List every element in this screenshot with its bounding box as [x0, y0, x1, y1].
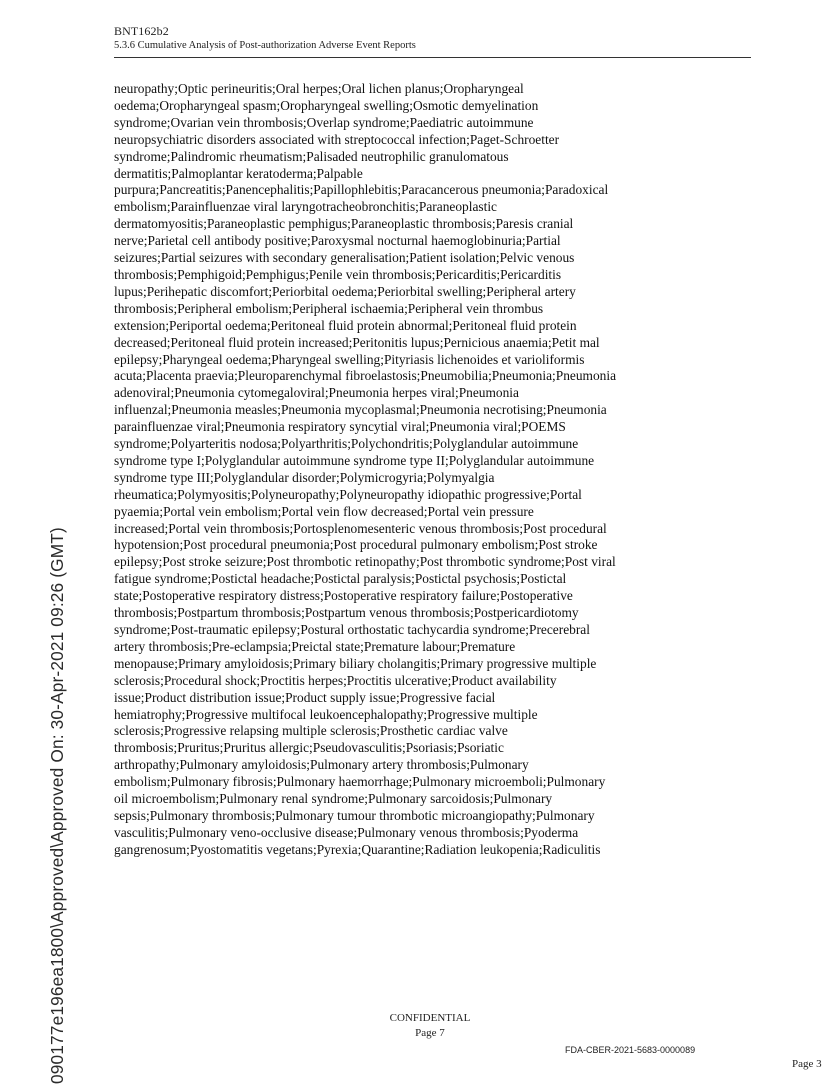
body-text-line: epilepsy;Post stroke seizure;Post thrombotic retinopathy;Post thrombotic syndrome;Post viral — [114, 554, 616, 570]
body-text-line: epilepsy;Pharyngeal oedema;Pharyngeal swelling;Pityriasis lichenoides et varioliformis — [114, 351, 585, 367]
page-number: Page 7 — [415, 1027, 445, 1039]
body-text-line: sclerosis;Progressive relapsing multiple sclerosis;Prosthetic cardiac valve — [114, 723, 508, 739]
adverse-event-term-list — [114, 81, 751, 859]
body-text-line: artery thrombosis;Pre-eclampsia;Preictal state;Premature labour;Premature — [114, 638, 516, 654]
body-text-line: nerve;Parietal cell antibody positive;Paroxysmal nocturnal haemoglobinuria;Partial — [114, 233, 561, 249]
approval-stamp: 090177e196ea1800\Approved\Approved On: 30-Apr-2021 09:26 (GMT) — [47, 527, 67, 1084]
body-text-line: menopause;Primary amyloidosis;Primary biliary cholangitis;Primary progressive multiple — [114, 655, 597, 671]
body-text-line: syndrome;Post-traumatic epilepsy;Postural orthostatic tachycardia syndrome;Precerebral — [114, 622, 590, 637]
body-text-line: purpura;Pancreatitis;Panencephalitis;Papillophlebitis;Paracancerous pneumonia;Paradoxical — [114, 182, 609, 198]
body-text-line: syndrome;Ovarian vein thrombosis;Overlap syndrome;Paediatric autoimmune — [114, 114, 534, 130]
body-text-line: thrombosis;Peripheral embolism;Peripheral ischaemia;Peripheral vein thrombus — [114, 300, 544, 316]
body-text-line: dermatomyositis;Paraneoplastic pemphigus;Paraneoplastic thrombosis;Paresis cranial — [114, 216, 574, 232]
body-text-line: adenoviral;Pneumonia cytomegaloviral;Pneumonia herpes viral;Pneumonia — [114, 385, 519, 401]
body-text-line: neuropathy;Optic perineuritis;Oral herpes;Oral lichen planus;Oropharyngeal — [114, 81, 524, 96]
body-text-line: thrombosis;Pemphigoid;Pemphigus;Penile vein thrombosis;Pericarditis;Pericarditis — [114, 266, 562, 282]
body-text-line: embolism;Parainfluenzae viral laryngotracheobronchitis;Paraneoplastic — [114, 199, 497, 215]
body-text-line: thrombosis;Pruritus;Pruritus allergic;Pseudovasculitis;Psoriasis;Psoriatic — [114, 740, 504, 756]
body-text-line: thrombosis;Postpartum thrombosis;Postpartum venous thrombosis;Postpericardiotomy — [114, 605, 579, 621]
body-text-line: seizures;Partial seizures with secondary generalisation;Patient isolation;Pelvic venous — [114, 250, 575, 266]
body-text-line: dermatitis;Palmoplantar keratoderma;Palpable — [114, 165, 363, 181]
body-text-line: increased;Portal vein thrombosis;Portosplenomesenteric venous thrombosis;Post procedural — [114, 520, 607, 536]
body-text-line: sepsis;Pulmonary thrombosis;Pulmonary tumour thrombotic microangiopathy;Pulmonary — [114, 807, 595, 823]
body-text-line: state;Postoperative respiratory distress;Postoperative respiratory failure;Postoperative — [114, 588, 573, 604]
header-divider — [114, 57, 751, 58]
body-text-line: fatigue syndrome;Postictal headache;Postictal paralysis;Postictal psychosis;Postictal — [114, 571, 567, 587]
body-text-line: embolism;Pulmonary fibrosis;Pulmonary haemorrhage;Pulmonary microemboli;Pulmonary — [114, 774, 606, 790]
body-text-line: hypotension;Post procedural pneumonia;Post procedural pulmonary embolism;Post stroke — [114, 537, 598, 553]
body-text-line: rheumatica;Polymyositis;Polyneuropathy;Polyneuropathy idiopathic progressive;Portal — [114, 486, 582, 502]
body-text-line: hemiatrophy;Progressive multifocal leukoencephalopathy;Progressive multiple — [114, 706, 538, 722]
body-text-line: pyaemia;Portal vein embolism;Portal vein flow decreased;Portal vein pressure — [114, 503, 534, 519]
body-text-line: lupus;Perihepatic discomfort;Periorbital oedema;Periorbital swelling;Peripheral artery — [114, 283, 576, 299]
body-text-line: parainfluenzae viral;Pneumonia respiratory syncytial viral;Pneumonia viral;POEMS — [114, 419, 566, 435]
body-text-line: sclerosis;Procedural shock;Proctitis herpes;Proctitis ulcerative;Product availability — [114, 672, 557, 688]
body-text-line: syndrome type III;Polyglandular disorder;Polymicrogyria;Polymyalgia — [114, 469, 495, 485]
section-heading: 5.3.6 Cumulative Analysis of Post-authorization Adverse Event Reports — [114, 40, 416, 51]
body-text-line: issue;Product distribution issue;Product supply issue;Progressive facial — [114, 689, 496, 705]
body-text-line: extension;Periportal oedema;Peritoneal fluid protein abnormal;Peritoneal fluid protein — [114, 317, 577, 333]
body-text-line: neuropsychiatric disorders associated with streptococcal infection;Paget-Schroetter — [114, 131, 560, 147]
document-id: FDA-CBER-2021-5683-0000089 — [565, 1045, 696, 1055]
body-text-line: syndrome;Palindromic rheumatism;Palisaded neutrophilic granulomatous — [114, 148, 509, 164]
body-text-line: acuta;Placenta praevia;Pleuroparenchymal fibroelastosis;Pneumobilia;Pneumonia;Pneumonia — [114, 368, 617, 384]
body-text-line: vasculitis;Pulmonary veno-occlusive disease;Pulmonary venous thrombosis;Pyoderma — [114, 824, 579, 840]
body-text-line: syndrome;Polyarteritis nodosa;Polyarthritis;Polychondritis;Polyglandular autoimmune — [114, 436, 579, 452]
body-text-line: decreased;Peritoneal fluid protein increased;Peritonitis lupus;Pernicious anaemia;Petit mal — [114, 334, 600, 350]
body-text-line: influenzal;Pneumonia measles;Pneumonia mycoplasmal;Pneumonia necrotising;Pneumonia — [114, 402, 607, 418]
body-text-line: oil microembolism;Pulmonary renal syndrome;Pulmonary sarcoidosis;Pulmonary — [114, 791, 553, 807]
body-text-line: oedema;Oropharyngeal spasm;Oropharyngeal swelling;Osmotic demyelination — [114, 97, 539, 113]
document-title: BNT162b2 — [114, 24, 169, 38]
confidential-label: CONFIDENTIAL — [389, 1012, 471, 1024]
page-number-right: Page 3 — [792, 1058, 822, 1070]
body-text-line: arthropathy;Pulmonary amyloidosis;Pulmonary artery thrombosis;Pulmonary — [114, 757, 529, 773]
body-text-line: gangrenosum;Pyostomatitis vegetans;Pyrexia;Quarantine;Radiation leukopenia;Radiculitis — [114, 841, 601, 857]
body-text-line: syndrome type I;Polyglandular autoimmune syndrome type II;Polyglandular autoimmune — [114, 452, 595, 468]
